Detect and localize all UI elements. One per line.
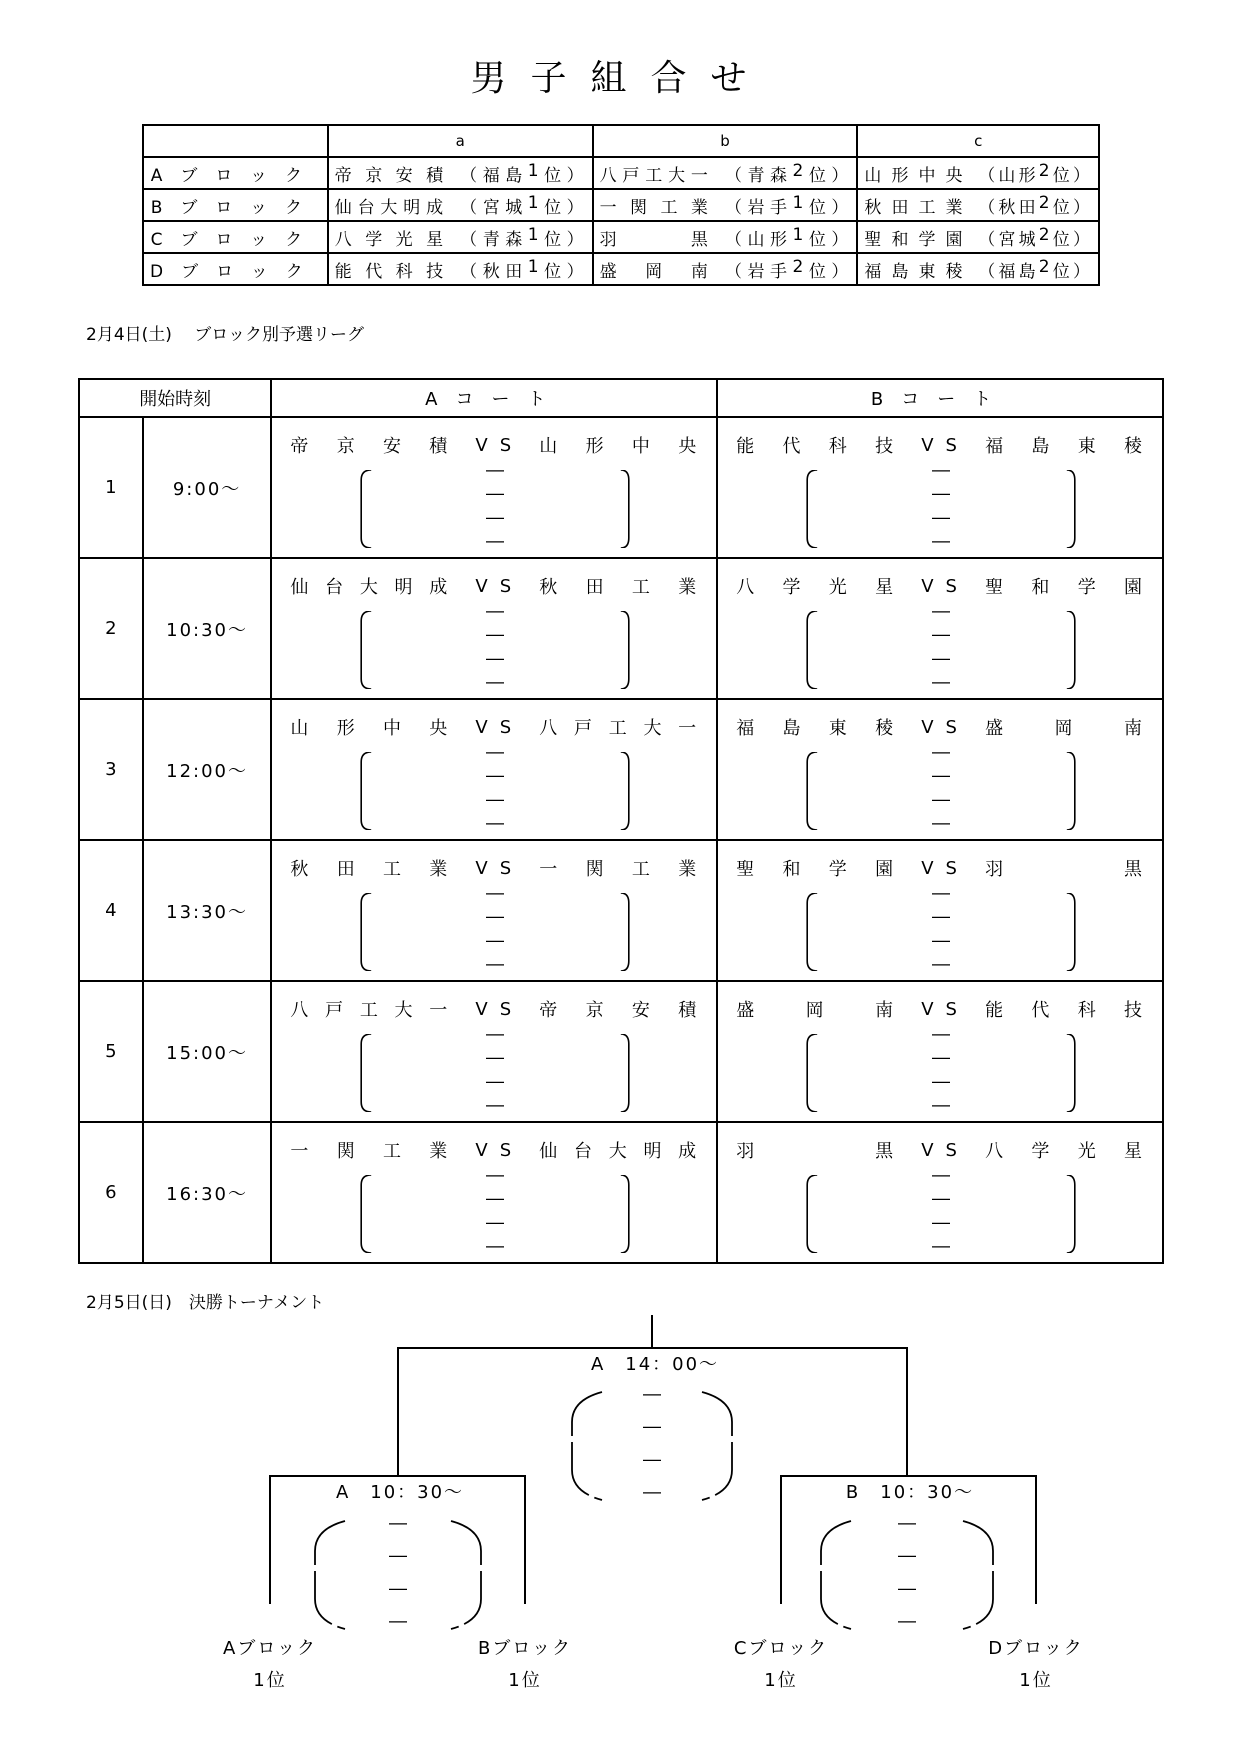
team-seed: （ 青 森 1 位 ） (460, 224, 586, 250)
home-team: 八 戸 工 大 一 (290, 1000, 450, 1021)
vs-label: VS (475, 716, 524, 738)
score-dash: ― (932, 1235, 951, 1253)
away-team: 八 戸 工 大 一 (539, 718, 699, 739)
score-dash: ― (932, 812, 951, 830)
away-team: 能 代 科 技 (985, 1000, 1144, 1021)
match-time: 13:30～ (143, 840, 272, 981)
entrant-c-block: Cブロック (733, 1638, 829, 1659)
team-name: 八 学 光 星 (334, 229, 446, 250)
vs-label: VS (475, 1139, 524, 1161)
score-dash: ― (898, 1578, 916, 1600)
semi-left-time-label: A 10：30～ (335, 1482, 465, 1503)
entrant-b-block: Bブロック (478, 1638, 572, 1659)
vs-label: VS (921, 1139, 969, 1161)
court-a-header: Aコート (271, 379, 717, 417)
score-dash: ― (643, 1416, 661, 1438)
score-dash: ― (486, 812, 505, 830)
score-dash: ― (932, 1047, 951, 1069)
score-dash: ― (932, 765, 951, 787)
team-name: 盛 岡 南 (599, 261, 710, 282)
score-dash: ― (486, 1175, 505, 1186)
match-time: 15:00～ (143, 981, 272, 1122)
score-dash: ― (486, 1047, 505, 1069)
score-dash: ― (486, 671, 505, 689)
match-number: 4 (79, 840, 143, 981)
score-dash: ― (643, 1384, 661, 1405)
score-dash: ― (486, 483, 505, 505)
header-cell: c (857, 125, 1099, 157)
score-dash: ― (932, 893, 951, 904)
tournament-score-bracket (821, 1513, 993, 1632)
away-team: 秋 田 工 業 (539, 577, 699, 598)
score-dash: ― (932, 648, 951, 670)
block-name: Aブロック (143, 157, 328, 189)
score-dash: ― (486, 789, 505, 811)
score-dash: ― (389, 1611, 407, 1633)
score-dash: ― (932, 930, 951, 952)
team-name: 一 関 工 業 (599, 197, 710, 218)
home-team: 帝 京 安 積 (290, 436, 450, 457)
match-number: 5 (79, 981, 143, 1122)
court-b-header: Bコート (717, 379, 1163, 417)
entrant-d-block: Dブロック (988, 1638, 1084, 1659)
score-dash: ― (932, 611, 951, 622)
team-seed: （ 福 島 1 位 ） (460, 160, 586, 186)
score-dash: ― (389, 1578, 407, 1600)
match-number: 2 (79, 558, 143, 699)
score-dash: ― (486, 624, 505, 646)
away-team: 仙 台 大 明 成 (539, 1141, 699, 1162)
score-dash: ― (389, 1513, 407, 1534)
score-dash: ― (486, 530, 505, 548)
score-dash: ― (932, 470, 951, 481)
vs-label: VS (921, 434, 969, 456)
home-team: 八 学 光 星 (736, 577, 896, 598)
score-dash: ― (486, 1094, 505, 1112)
score-dash: ― (486, 470, 505, 481)
match-time: 16:30～ (143, 1122, 272, 1263)
tournament-score-bracket (315, 1513, 481, 1632)
score-dash: ― (932, 906, 951, 928)
vs-label: VS (475, 857, 524, 879)
home-team: 仙 台 大 明 成 (290, 577, 450, 598)
score-dash: ― (486, 611, 505, 622)
score-dash: ― (898, 1611, 916, 1633)
score-dash: ― (486, 953, 505, 971)
home-team: 一 関 工 業 (290, 1141, 450, 1162)
day1-title: 2月4日(土) ブロック別予選リーグ (86, 325, 364, 345)
team-seed: （ 宮 城 2 位 ） (978, 224, 1092, 250)
team-seed: （ 岩 手 1 位 ） (724, 192, 851, 218)
vs-label: VS (921, 857, 969, 879)
home-team: 福 島 東 稜 (736, 718, 896, 739)
team-seed: （ 山 形 2 位 ） (978, 160, 1092, 186)
score-dash: ― (932, 789, 951, 811)
score-dash: ― (932, 953, 951, 971)
team-name: 能 代 科 技 (334, 261, 446, 282)
score-dash: ― (932, 483, 951, 505)
block-name: Cブロック (143, 221, 328, 253)
vs-label: VS (475, 575, 524, 597)
entrant-b-rank: 1位 (508, 1670, 542, 1691)
vs-label: VS (921, 998, 969, 1020)
score-dash: ― (932, 1094, 951, 1112)
vs-label: VS (921, 575, 969, 597)
home-team: 能 代 科 技 (736, 436, 896, 457)
score-dash: ― (643, 1449, 661, 1471)
away-team: 福 島 東 稜 (985, 436, 1144, 457)
team-name: 聖 和 学 園 (864, 229, 965, 250)
score-dash: ― (932, 671, 951, 689)
score-dash: ― (486, 906, 505, 928)
entrant-a-rank: 1位 (253, 1670, 287, 1691)
header-cell: a (328, 125, 593, 157)
score-dash: ― (486, 648, 505, 670)
match-time: 10:30～ (143, 558, 272, 699)
entrant-d-rank: 1位 (1019, 1670, 1053, 1691)
match-number: 1 (79, 417, 143, 558)
team-name: 八 戸 工 大 一 (599, 165, 710, 186)
block-name: Bブロック (143, 189, 328, 221)
away-team: 一 関 工 業 (539, 859, 699, 880)
away-team: 聖 和 学 園 (985, 577, 1144, 598)
score-dash: ― (932, 1034, 951, 1045)
start-time-header: 開始時刻 (79, 379, 271, 417)
score-dash: ― (486, 1034, 505, 1045)
away-team: 八 学 光 星 (985, 1141, 1144, 1162)
vs-label: VS (475, 434, 524, 456)
score-dash: ― (486, 507, 505, 529)
team-seed: （ 山 形 1 位 ） (724, 224, 851, 250)
match-number: 3 (79, 699, 143, 840)
team-name: 仙 台 大 明 成 (334, 197, 446, 218)
score-dash: ― (898, 1513, 916, 1534)
score-dash: ― (643, 1482, 661, 1504)
score-dash: ― (932, 624, 951, 646)
entrant-a-block: Aブロック (223, 1638, 317, 1659)
team-seed: （ 宮 城 1 位 ） (460, 192, 586, 218)
score-dash: ― (486, 765, 505, 787)
tournament-score-bracket (572, 1384, 732, 1503)
away-team: 羽 黒 (985, 859, 1144, 880)
semi-right-time-label: B 10：30～ (845, 1482, 975, 1503)
final-time-label: A 14：00～ (590, 1354, 720, 1375)
score-dash: ― (932, 507, 951, 529)
team-name: 福 島 東 稜 (864, 261, 965, 282)
score-dash: ― (932, 1188, 951, 1210)
team-seed: （ 青 森 2 位 ） (724, 160, 851, 186)
score-dash: ― (932, 1071, 951, 1093)
team-name: 秋 田 工 業 (864, 197, 965, 218)
score-dash: ― (486, 1212, 505, 1234)
away-team: 山 形 中 央 (539, 436, 699, 457)
home-team: 山 形 中 央 (290, 718, 450, 739)
team-seed: （ 福 島 2 位 ） (978, 256, 1092, 282)
match-number: 6 (79, 1122, 143, 1263)
home-team: 聖 和 学 園 (736, 859, 896, 880)
page-title: 男子組合せ (470, 58, 771, 99)
match-time: 12:00～ (143, 699, 272, 840)
team-name: 山 形 中 央 (864, 165, 965, 186)
entrant-c-rank: 1位 (764, 1670, 798, 1691)
match-time: 9:00～ (143, 417, 272, 558)
score-dash: ― (486, 1188, 505, 1210)
home-team: 秋 田 工 業 (290, 859, 450, 880)
score-dash: ― (486, 1235, 505, 1253)
home-team: 盛 岡 南 (736, 1000, 896, 1021)
team-seed: （ 秋 田 2 位 ） (978, 192, 1092, 218)
score-dash: ― (898, 1545, 916, 1567)
score-dash: ― (932, 1175, 951, 1186)
team-seed: （ 岩 手 2 位 ） (724, 256, 851, 282)
day2-title: 2月5日(日) 決勝トーナメント (86, 1293, 325, 1313)
team-name: 羽 黒 (599, 229, 710, 250)
team-name: 帝 京 安 積 (334, 165, 446, 186)
score-dash: ― (486, 752, 505, 763)
block-name: Dブロック (143, 253, 328, 285)
score-dash: ― (486, 893, 505, 904)
score-dash: ― (486, 930, 505, 952)
score-dash: ― (389, 1545, 407, 1567)
vs-label: VS (921, 716, 969, 738)
away-team: 帝 京 安 積 (539, 1000, 699, 1021)
header-cell: b (593, 125, 858, 157)
score-dash: ― (486, 1071, 505, 1093)
home-team: 羽 黒 (736, 1141, 896, 1162)
score-dash: ― (932, 530, 951, 548)
score-dash: ― (932, 752, 951, 763)
away-team: 盛 岡 南 (985, 718, 1144, 739)
vs-label: VS (475, 998, 524, 1020)
team-seed: （ 秋 田 1 位 ） (460, 256, 586, 282)
score-dash: ― (932, 1212, 951, 1234)
